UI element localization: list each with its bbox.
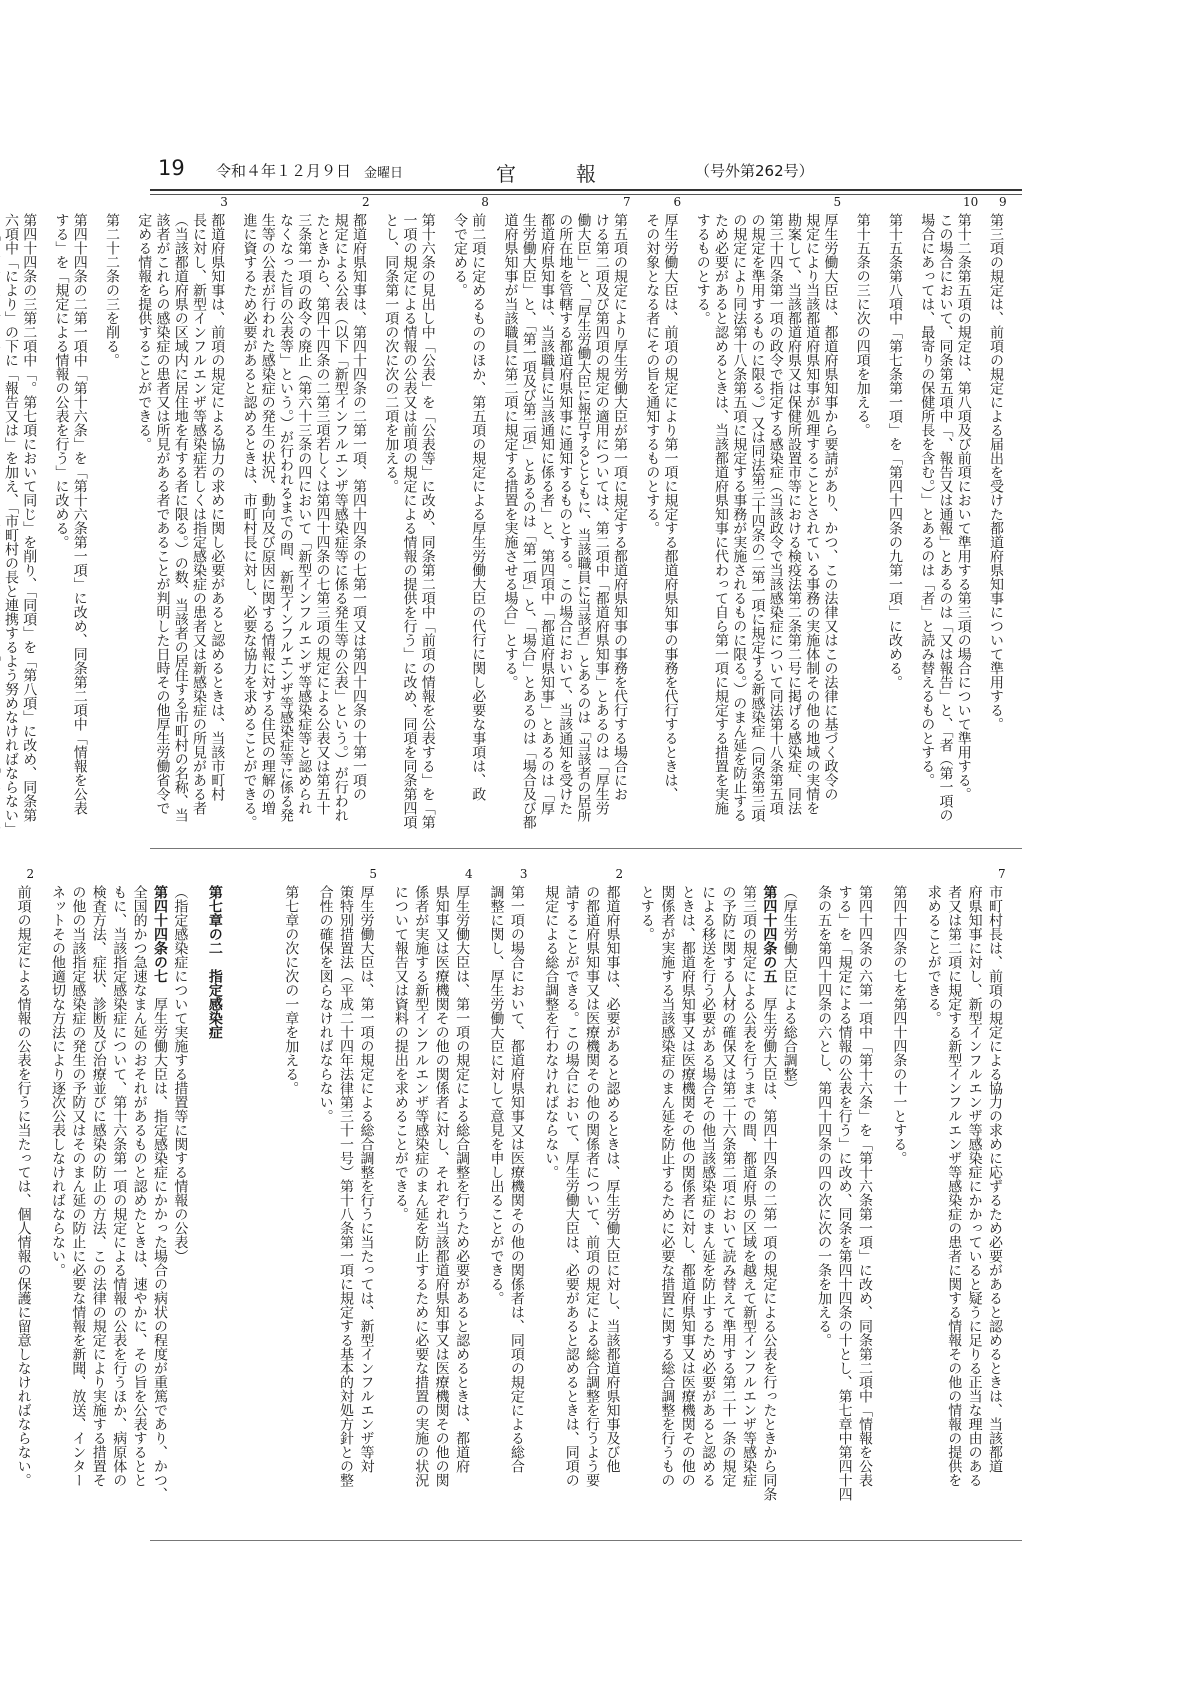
line-text: する」を「規定による情報の公表を行う」に改める。 [53, 213, 70, 549]
line-text: ため必要があると認めるときは、当該都道府県知事に代わって自ら第一項に規定する措置を実施 [713, 213, 729, 815]
line-text: 第七章の二 指定感染症 [206, 885, 223, 1039]
text-line [779, 885, 813, 1525]
line-text: 第五項の規定により厚生労働大臣が第一項に規定する都道府県知事の事務を代行する場合にお [612, 213, 628, 801]
paragraph-number: 3 [519, 867, 528, 881]
text-line [561, 885, 581, 1525]
paragraph-number: 2 [26, 867, 35, 881]
text-line [739, 885, 759, 1525]
paragraph-number: 6 [673, 195, 682, 209]
line-text: 合性の確保を図らなければならない。 [317, 885, 334, 1123]
text-line [886, 213, 918, 833]
text-line [451, 213, 469, 833]
text-line [637, 885, 657, 1525]
text-line [718, 885, 738, 1525]
text-line [350, 195, 382, 833]
text-line [501, 213, 519, 833]
line-text: 第三項の規定は、前項の規定による届出を受けた都道府県知事について準用する。 [988, 213, 1004, 731]
issue-number: （号外第262号） [695, 162, 814, 180]
line-text: 市町村長は、前項の規定による協力の求めに応ずるため必要があると認めるときは、当該都道 [987, 885, 1003, 1473]
text-line [698, 885, 718, 1525]
line-text: 前二項に定めるもののほか、第五項の規定による厚生労働大臣の代行に関し必要な事項は、政 [470, 213, 487, 801]
line-text: 生労働大臣」と、「第一項及び第二項」とあるのは「第一項」と、「場合」とあるのは「場合及び都 [520, 213, 537, 829]
line-text: 生等の公表が行われた感染症の発生の状況、動向及び原因に関する情報に対する住民の理解の増 [259, 213, 276, 815]
line-text: 規定による総合調整を行わなければならない。 [543, 885, 560, 1179]
line-text: の規定により同法第十八条第五項に規定する事務が実施されるものに限る。）のまん延を防止する [731, 213, 748, 822]
text-line [0, 885, 13, 1525]
paragraph-number: 5 [369, 867, 378, 881]
text-line [0, 213, 2, 833]
line-text: 請することができる。この場合において、厚生労働大臣は、必要があると認めるときは、同項の [563, 885, 580, 1487]
text-line [677, 885, 697, 1525]
line-text: 府県知事に対し、新型インフルエンザ等感染症にかかっていると疑うに足りる正当な理由のある [966, 885, 983, 1487]
line-text: 者又は第二項に規定する新型インフルエンザ等感染症の患者に関する情報その他の情報の提供を [946, 885, 963, 1487]
line-text: 第二十二条の三を削る。 [104, 213, 120, 367]
issue-date: 令和４年１２月９日 [216, 162, 352, 180]
line-text: （指定感染症について実施する措置等に関する情報の公表） [172, 885, 189, 1263]
text-line [356, 867, 390, 1525]
text-line [730, 213, 748, 833]
text-line [20, 213, 52, 833]
line-text: 厚生労働大臣は、第一項の規定による総合調整を行うため必要があると認めるときは、都道府 [454, 885, 471, 1473]
paragraph-number: 7 [997, 867, 1006, 881]
text-line [400, 213, 418, 833]
text-line [277, 213, 295, 833]
text-line [281, 885, 315, 1525]
upper-text-block [3, 195, 1019, 836]
weekday: 金曜日 [364, 166, 404, 181]
line-text: 策特別措置法（平成二十四年法律第三十一号）第十八条第一項に規定する基本的対処方針との整 [338, 885, 355, 1487]
line-text: 規定により当該都道府県知事が処理することとされている事務の実施体制その他の地域の実情を [804, 213, 821, 815]
text-line [855, 885, 889, 1525]
text-line [313, 213, 331, 833]
text-line [315, 885, 335, 1525]
line-text: の規定を準用するものに限る。）又は同法第三十四条の二第一項に規定する新感染症（同条第三項 [749, 213, 766, 822]
line-text: 厚生労働大臣は、都道府県知事から要請があり、かつ、この法律又はこの法律に基づく政令の [822, 213, 839, 801]
line-text: の予防に関する人材の確保又は第二十六条第二項において読み替えて準用する第二十一条の規定 [720, 885, 737, 1487]
lower-text-block [15, 867, 1019, 1525]
line-text: 規定による公表（以下「新型インフルエンザ等感染症等に係る発生等の公表」という。）が行われ [332, 213, 349, 822]
text-line [190, 213, 208, 833]
line-text: もに、当該指定感染症について、第十六条第一項の規定による情報の公表を行うほか、病原体の [111, 885, 128, 1487]
text-line [556, 213, 574, 833]
text-line [240, 213, 258, 833]
line-text: 都道府県知事は、第四十四条の二第一項、第四十四条の七第一項又は第四十四条の十第一項の [351, 213, 367, 801]
text-line [52, 213, 70, 833]
line-text: たときから、第四十四条の二第三項若しくは第四十四条の七第三項の規定による公表又は第五十 [314, 213, 331, 815]
text-line [332, 213, 350, 833]
line-text: 条の五を第四十四条の六とし、第四十四条の四の次に次の一条を加える。 [816, 885, 833, 1347]
text-line [694, 213, 712, 833]
line-text: 第四十四条の七を第四十四条の十一とする。 [891, 885, 908, 1165]
paragraph-number: 8 [481, 195, 489, 209]
line-text: 都道府県知事は、前項の規定による協力の求めに関し必要があると認めるときは、当該市町村 [209, 213, 226, 801]
text-line [259, 213, 277, 833]
text-line [170, 885, 204, 1525]
text-line [582, 885, 602, 1525]
line-text: 第十五条第八項中「第七条第一項」を「第四十四条の九第一項」に改める。 [887, 213, 903, 689]
paragraph-number: 2 [615, 867, 624, 881]
text-line [71, 213, 103, 833]
text-line [520, 213, 538, 833]
line-text: 前項の規定による情報の公表を行うに当たっては、個人情報の保護に留意しなければならない。 [15, 885, 32, 1487]
line-text: 令で定める。 [452, 213, 468, 297]
line-text: 第十五条の三に次の四項を加える。 [854, 213, 871, 437]
text-line [150, 885, 170, 1525]
line-text: 係者が実施する新型インフルエンザ等感染症のまん延を防止するために必要な措置の実施の状況 [413, 885, 430, 1487]
paragraph-number: 9 [999, 195, 1007, 209]
text-line [918, 213, 936, 833]
line-text: 三条第一項の政令の廃止（第六十三条の四において「新型インフルエンザ等感染症等と認められ [296, 213, 313, 815]
line-text: とする。 [638, 885, 655, 941]
text-line [834, 885, 854, 1525]
text-line [889, 885, 923, 1525]
text-line [593, 213, 611, 833]
gazette-title-char-1: 官 [496, 162, 516, 186]
line-text: 六項中「により」の下に「報告又は」を加え、「市町村の長と連携するよう努めなければならない」 [3, 213, 19, 836]
line-text: なくなった旨の公表等」という。）が行われるまでの間、新型インフルエンザ等感染症等に係る発 [278, 213, 294, 822]
paragraph-number: 3 [220, 195, 228, 209]
header-double-rule [150, 189, 1022, 195]
line-text: 第七章の次に次の一章を加える。 [283, 885, 300, 1095]
line-text: 一項の規定による情報の公表又は前項の規定による情報の提供を行う」に改め、同項を同条第四項 [401, 213, 418, 829]
line-text: とし、同条第一項の次に次の二項を加える。 [383, 213, 400, 493]
text-line [411, 885, 431, 1525]
text-line [103, 213, 135, 833]
line-text: 全国的かつ急速なまん延のおそれがあるものと認めたときは、速やかに、その旨を公表するとと [131, 885, 148, 1487]
text-line [48, 885, 68, 1525]
text-line [336, 885, 356, 1525]
line-text: 長に対し、新型インフルエンザ等感染症若しくは指定感染症の患者又は新感染症の所見がある者 [191, 213, 207, 815]
line-text: この場合において、同条第五項中「、報告又は通報」とあるのは「又は報告」と、「者（第一項の [937, 213, 954, 822]
text-line [643, 213, 661, 833]
text-line [821, 195, 853, 833]
line-text: による移送を行う必要がある場合その他当該感染症のまん延を防止するため必要があると認める [700, 885, 717, 1487]
line-text: 定める情報を提供することができる。 [136, 213, 153, 451]
line-text: の他の当該指定感染症の発生の予防又はそのまん延の防止に必要な情報を新聞、放送、インター [70, 885, 87, 1487]
text-line [955, 195, 987, 833]
line-text: 第三項の規定による公表を行うまでの間、都道府県の区域を越えて新型インフルエンザ等感染症 [740, 885, 757, 1487]
paragraph-number: 7 [623, 195, 631, 209]
line-text: 勘案して、当該都道府県又は保健所設置市等における検疫法第二条第二号に掲げる感染症、同法 [786, 213, 802, 815]
text-line [657, 885, 677, 1525]
line-text: （厚生労働大臣による総合調整） [781, 885, 798, 1095]
line-text: する」を「規定による情報の公表を行う」に改め、同条を第四十四条の十とし、第七章中第四十四 [836, 885, 853, 1501]
text-line [767, 213, 785, 833]
text-line [452, 867, 486, 1525]
text-line [854, 213, 886, 833]
line-text: 第四十四条の二第一項中「第十六条」を「第十六条第一項」に改め、同条第二項中「情報を公表 [71, 213, 88, 815]
text-line [814, 885, 834, 1525]
paragraph-number: 5 [833, 195, 842, 209]
section-divider [150, 848, 1022, 849]
text-line [803, 213, 821, 833]
line-text: 第四十四条の六第一項中「第十六条」を「第十六条第一項」に改め、同条第二項中「情報を公表 [856, 885, 873, 1487]
text-line [985, 867, 1019, 1525]
line-text: ネットその他適切な方法により逐次公表しなければならない。 [49, 885, 66, 1277]
text-line [153, 213, 171, 833]
text-line [506, 867, 540, 1525]
text-line [944, 885, 964, 1525]
text-line [712, 213, 730, 833]
text-line [486, 885, 506, 1525]
line-text: 第三十四条第一項の政令で指定する感染症（当該政令で当該感染症について同法第十八条第五項 [767, 213, 784, 815]
line-text: 検査方法、症状、診断及び治療並びに感染の防止の方法、この法律の規定により実施する措置そ [90, 885, 107, 1487]
line-text: 都道府県知事は、必要があると認めるときは、厚生労働大臣に対し、当該都道府県知事及び他 [604, 885, 621, 1473]
line-text: ける第二項及び第四項の規定の適用については、第二項中「都道府県知事」とあるのは「厚生労 [593, 213, 610, 815]
text-line [748, 213, 766, 833]
paragraph-number: 10 [962, 195, 979, 209]
line-text: の都道府県知事又は医療機関その他の関係者について、前項の規定による総合調整を行うよう要 [584, 885, 601, 1487]
text-line [987, 195, 1019, 833]
text-line [2, 213, 20, 836]
line-text: 進に資するため必要があると認めるときは、市町村長に対し、必要な協力を求めることができる。 [241, 213, 258, 829]
text-line [88, 885, 108, 1525]
gazette-title-char-2: 報 [576, 162, 596, 186]
line-text: について報告又は資料の提出を求めることができる。 [392, 885, 409, 1221]
line-text: 都道府県知事は、当該職員に当該通知に係る者」と、第四項中「都道府県知事」とあるのは「厚 [539, 213, 555, 815]
text-line [923, 885, 943, 1525]
line-text: 県知事又は医療機関その他の関係者に対し、それぞれ当該都道府県知事又は医療機関その他の関 [433, 885, 450, 1487]
text-line [759, 885, 779, 1525]
text-line [204, 885, 280, 1525]
text-line [68, 885, 88, 1525]
line-text: 求めることができる。 [925, 885, 942, 1025]
text-line [469, 195, 501, 833]
text-line [382, 213, 400, 833]
page-header [150, 154, 1020, 188]
article-heading: 第四十四条の七 [152, 885, 168, 983]
text-line [661, 195, 693, 833]
text-line [109, 885, 129, 1525]
line-text: 道府県知事が当該職員に第二項に規定する措置を実施させる場合」とする。 [502, 213, 519, 689]
text-line [135, 213, 153, 833]
text-line [574, 213, 592, 833]
paragraph-number: 2 [362, 195, 370, 209]
line-text: するものとする。 [694, 213, 711, 325]
text-line [936, 213, 954, 833]
text-line [602, 867, 636, 1525]
article-heading: 第四十四条の五 [761, 885, 778, 983]
line-text: 第十六条の見出し中「公表」を「公表等」に改め、同条第二項中「前項の情報を公表する」を「第 [419, 213, 436, 829]
line-text: 関係者が実施する当該感染症のまん延を防止するために必要な措置に関する総合調整を行うもの [659, 885, 676, 1487]
text-line [129, 885, 149, 1525]
text-line [208, 195, 240, 833]
line-text: 第一項の場合において、都道府県知事又は医療機関その他の関係者は、同項の規定による総合 [508, 885, 525, 1473]
line-text: （当該都道府県の区域内に居住地を有する者に限る。）の数、当該者の居住する市町村の名称、当 [172, 213, 189, 822]
line-text: 調整に関し、厚生労働大臣に対して意見を申し出ることができる。 [488, 885, 505, 1305]
line-text: 第四十四条の三第二項中「。第七項において同じ」を削り、「同項」を「第八項」に改め、同条第 [21, 213, 38, 822]
text-line [964, 885, 984, 1525]
line-text: 厚生労働大臣は、第四十四条の二第一項の規定による公表を行ったときから同条 [761, 983, 778, 1501]
line-text: 厚生労働大臣は、指定感染症にかかった場合の病状の程度が重篤であり、かつ、 [152, 983, 168, 1501]
line-text: 第十二条第五項の規定は、第八項及び前項において準用する第三項の場合について準用する。 [955, 213, 972, 801]
page-number: 19 [158, 156, 185, 180]
text-line [538, 213, 556, 833]
text-line [390, 885, 410, 1525]
line-text: ときは、都道府県知事又は医療機関その他の関係者に対し、都道府県知事又は医療機関その他の [679, 885, 696, 1487]
text-line [419, 213, 451, 833]
bottom-rule [150, 1540, 1022, 1541]
text-line [785, 213, 803, 833]
line-text: 場合にあっては、最寄りの保健所長を含む。）」とあるのは「者」と読み替えるものとする。 [919, 213, 936, 787]
line-text: の所在地を管轄する都道府県知事に通知するものとする。この場合において、当該通知を受けた [557, 213, 574, 815]
text-line [13, 867, 47, 1525]
line-text: 厚生労働大臣は、第一項の規定による総合調整を行うに当たっては、新型インフルエンザ等対 [358, 885, 375, 1473]
line-text: 厚生労働大臣は、前項の規定により第一項に規定する都道府県知事の事務を代行するときは、 [662, 213, 679, 801]
text-line [295, 213, 313, 833]
text-line [431, 885, 451, 1525]
line-text: その対象となる者にその旨を通知するものとする。 [644, 213, 661, 535]
text-line [541, 885, 561, 1525]
line-text: 働大臣」と、「厚生労働大臣に報告するとともに、当該職員に当該者」とあるのは「当該者の居所 [575, 213, 592, 822]
text-line [172, 213, 190, 833]
text-line [611, 195, 643, 833]
paragraph-number: 4 [465, 867, 473, 881]
line-text [0, 213, 1, 829]
line-text: 該者がこれらの感染症の患者又は所見がある者であることが判明した日時その他厚生労働省令で [154, 213, 171, 815]
